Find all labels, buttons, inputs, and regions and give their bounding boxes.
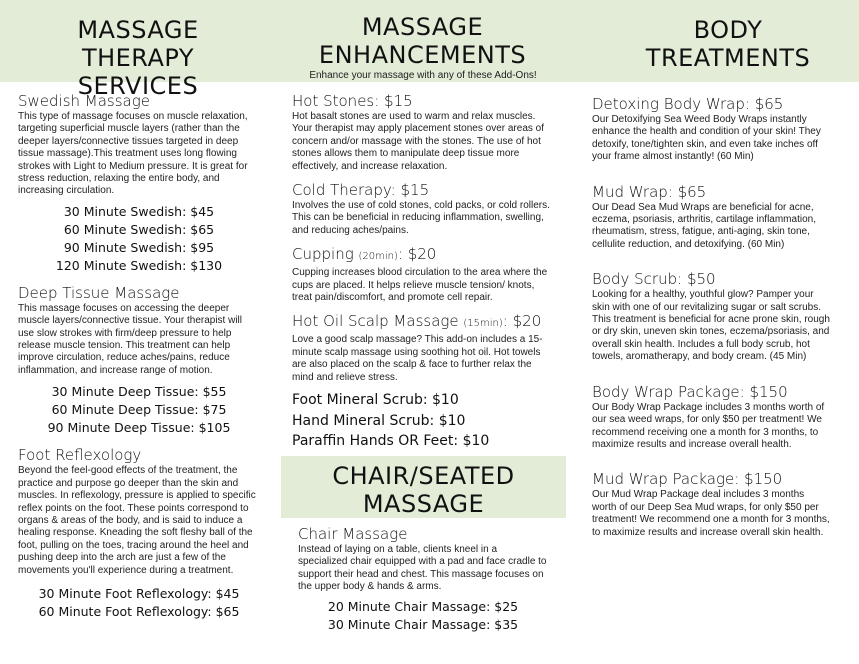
scrub-item: Foot Mineral Scrub: $10 xyxy=(292,392,459,409)
header-line: MASSAGE xyxy=(362,490,485,518)
treatment-title: Mud Wrap: $65 xyxy=(592,182,707,201)
header-line: TREATMENTS xyxy=(645,44,811,72)
treatment-title: Mud Wrap Package: $150 xyxy=(592,470,783,489)
header-line: ENHANCEMENTS xyxy=(318,41,527,69)
enhancement-name: Cupping xyxy=(292,245,354,264)
price-item: 60 Minute Foot Reflexology: $65 xyxy=(38,603,240,619)
service-description: This massage focuses on accessing the deeper muscle layers/connective tissue. Your therapist will use slow strokes with firm/deep pressure to help release muscle tension. This treatment can help improve circulation, reduce aches/pains, reduce inflammation, and increase range of motion. xyxy=(18,302,242,376)
header-line: MASSAGE xyxy=(361,13,484,41)
enhancement-duration: (20min) xyxy=(358,251,398,263)
enhancements-header xyxy=(290,13,555,69)
enhancement-description: Cupping increases blood circulation to the area where the cups are placed. It helps relieve muscle tension/ knots, treat pain/discomfort, and promote cell repair. xyxy=(292,267,548,304)
enhancement-price: : $20 xyxy=(502,312,542,331)
header-line: BODY xyxy=(693,16,763,44)
treatment-description: Looking for a healthy, youthful glow? Pamper your skin with one of our revitalizing sugar or salt scrubs. This treatment is beneficial for acne prone skin, rough or dry skin, uneven skin tones, eczema/psoriasis, and overall skin health. Includes a full body scrub, hot towels, aromatherapy, and body cream. (45 Min) xyxy=(592,289,830,363)
enhancement-title: Hot Stones: $15 xyxy=(292,92,413,110)
enhancement-title xyxy=(292,311,550,334)
enhancements-subtitle: Enhance your massage with any of these Add-Ons! xyxy=(309,70,537,81)
price-item: 30 Minute Deep Tissue: $55 xyxy=(51,384,227,400)
massage-therapy-header xyxy=(18,16,258,100)
service-title: Swedish Massage xyxy=(18,92,150,110)
price-item: 30 Minute Chair Massage: $35 xyxy=(327,616,519,632)
price-list xyxy=(298,598,548,634)
price-item: 120 Minute Swedish: $130 xyxy=(55,257,223,273)
treatment-title: Detoxing Body Wrap: $65 xyxy=(592,95,784,113)
price-item: 90 Minute Swedish: $95 xyxy=(63,239,215,255)
price-item: 30 Minute Foot Reflexology: $45 xyxy=(38,585,240,601)
deep-tissue-section xyxy=(18,283,260,437)
treatment-description: Our Mud Wrap Package deal includes 3 months worth of our Deep Sea Mud wraps, for only $50 per treatment! We recommend one a month for 3 months, to maximize results and increase overall skin health. xyxy=(592,489,830,538)
enhancement-price: : $20 xyxy=(397,245,437,264)
scrub-list xyxy=(292,390,550,452)
price-item: 90 Minute Deep Tissue: $105 xyxy=(47,420,231,436)
header-line: CHAIR/SEATED xyxy=(332,462,515,490)
enhancement-name: Hot Oil Scalp Massage xyxy=(292,312,459,331)
mud-wrap-section xyxy=(592,182,830,252)
service-description: Beyond the feel-good effects of the treatment, the practice and purpose go deeper than the skin and muscles. In reflexology, pressure is applied to specific reflex points on the foot. These points correspond to organs & areas of the body, and is said to induce a healing response. Kneading the soft fleshy ball of the foot, pulling on the toes, tracing around the heel and pushing deep into the arch are just a few of the movements you'll experience during a treatment. xyxy=(18,465,256,576)
price-list xyxy=(18,585,260,621)
enhancement-description: Love a good scalp massage? This add-on includes a 15-minute scalp massage using soothing hot oil. Hot towels are also placed on the scalp & face to further relax the mind and relieve stress. xyxy=(292,334,543,383)
header-line: SERVICES xyxy=(77,72,199,100)
hot-stones-section xyxy=(292,91,550,173)
price-item: 60 Minute Swedish: $65 xyxy=(63,221,215,237)
enhancement-duration: (15min) xyxy=(463,318,503,330)
mud-wrap-package-section xyxy=(592,469,830,539)
service-title: Chair Massage xyxy=(298,525,408,543)
body-treatments-header xyxy=(618,16,838,72)
body-treatments-column xyxy=(592,94,830,539)
price-item: 20 Minute Chair Massage: $25 xyxy=(327,598,519,614)
service-title: Foot Reflexology xyxy=(18,446,142,465)
chair-massage-header xyxy=(281,462,566,518)
enhancement-title xyxy=(292,244,550,267)
header-line: MASSAGE THERAPY xyxy=(77,16,199,72)
service-title: Deep Tissue Massage xyxy=(18,283,180,302)
treatment-description: Our Body Wrap Package includes 3 months worth of our sea weed wraps, for only $50 per treatment! We recommend receiving one a month for 3 months, to maximize results and increase overall health. xyxy=(592,401,825,450)
foot-reflexology-section xyxy=(18,445,260,621)
cupping-section xyxy=(292,244,550,304)
enhancement-title: Cold Therapy: $15 xyxy=(292,181,430,200)
service-description: This type of massage focuses on muscle relaxation, targeting superficial muscle layers (rather than the deeper layers/connective tissues targeted in deep tissue massage).This treatment uses long flowing strokes with Light to Medium pressure. It is great for stress reduction, relaxing the entire body, and increasing circulation. xyxy=(18,111,248,197)
swedish-section xyxy=(18,91,260,275)
treatment-description: Our Dead Sea Mud Wraps are beneficial for acne, eczema, psoriasis, arthritis, cartilage inflammation, rheumatism, stress, fatigue, anti-aging, skin tone, cellulite reduction, and detoxifying. (60 Min) xyxy=(592,201,816,250)
price-list xyxy=(18,203,260,275)
detox-wrap-section xyxy=(592,94,830,164)
treatment-description: Our Detoxifying Sea Weed Body Wraps instantly enhance the health and condition of your skin! They detoxify, tone/tighten skin, and even take inches off your frame almost instantly! (60 Min) xyxy=(592,114,821,163)
service-description: Instead of laying on a table, clients kneel in a specialized chair equipped with a pad and face cradle to support their head and chest. This massage focuses on the upper body & hands & arms. xyxy=(298,544,547,593)
price-item: 30 Minute Swedish: $45 xyxy=(63,203,215,219)
massage-services-column xyxy=(18,91,260,621)
scrub-item: Hand Mineral Scrub: $10 xyxy=(292,412,466,429)
enhancement-description: Involves the use of cold stones, cold packs, or cold rollers. This can be beneficial in reducing inflammation, swelling, and reducing aches/pains. xyxy=(292,200,550,236)
treatment-title: Body Scrub: $50 xyxy=(592,270,716,289)
price-list xyxy=(18,383,260,437)
body-wrap-package-section xyxy=(592,382,830,452)
hot-oil-scalp-section xyxy=(292,311,550,384)
body-scrub-section xyxy=(592,269,830,363)
enhancement-description: Hot basalt stones are used to warm and relax muscles. Your therapist may apply placement stones over areas of concern and/or massage with the stones. The use of hot stones allows them to manipulate deep tissue more effectively, and increase relaxation. xyxy=(292,111,544,172)
enhancements-column xyxy=(292,91,550,452)
treatment-title: Body Wrap Package: $150 xyxy=(592,382,788,401)
chair-massage-section xyxy=(298,524,548,634)
cold-therapy-section xyxy=(292,180,550,237)
price-item: 60 Minute Deep Tissue: $75 xyxy=(51,402,227,418)
scrub-item: Paraffin Hands OR Feet: $10 xyxy=(292,433,490,450)
